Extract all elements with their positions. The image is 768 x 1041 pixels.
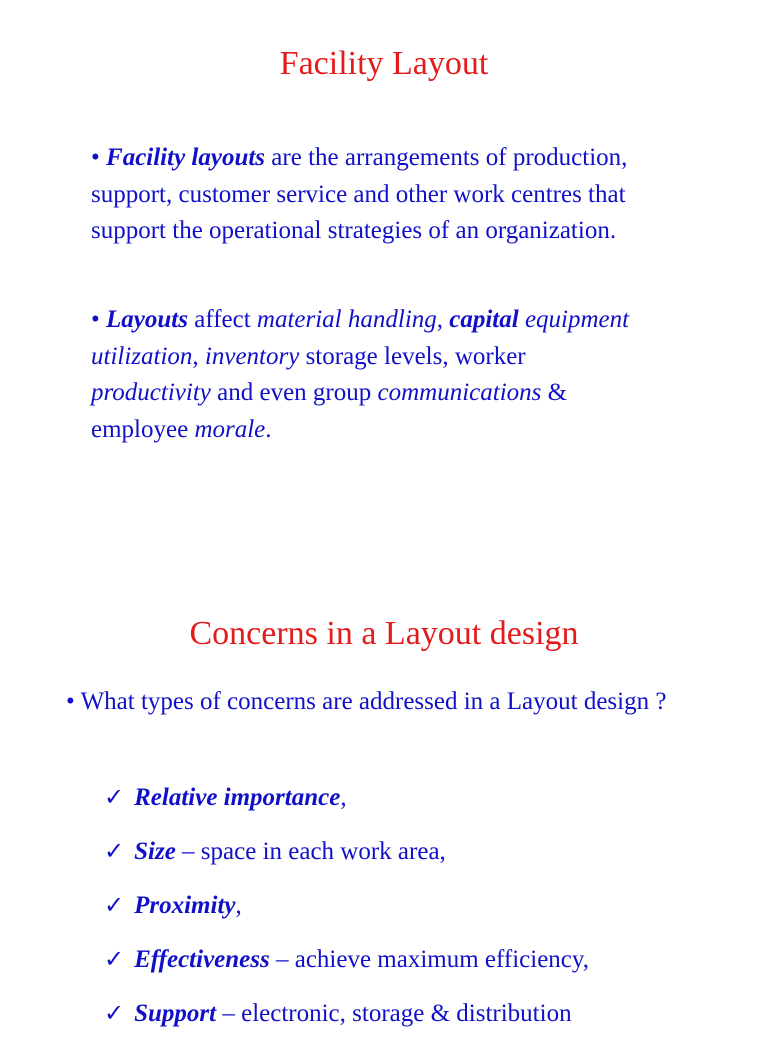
term-capital: capital — [449, 306, 519, 333]
checkmark-icon: ✓ — [104, 837, 125, 865]
checkmark-icon: ✓ — [104, 945, 125, 973]
checkmark-icon: ✓ — [104, 891, 125, 919]
slide-title-concerns: Concerns in a Layout design — [189, 615, 579, 652]
italic-communications: communications — [377, 379, 542, 406]
bullet-facility-layouts — [91, 140, 661, 250]
concern-desc: , — [340, 784, 347, 811]
concern-desc: – space in each work area, — [175, 838, 446, 865]
concern-desc: – electronic, storage & distribution — [216, 1000, 572, 1027]
concerns-question-text: What types of concerns are addressed in a Layout design ? — [74, 688, 667, 715]
checkmark-icon: ✓ — [104, 783, 125, 811]
concern-term: Effectiveness — [134, 946, 270, 973]
text-segment: and even group — [210, 379, 378, 406]
concerns-checklist — [104, 770, 589, 1040]
bullet-concerns-question — [66, 684, 706, 721]
bullet-text: are the arrangements of production, support, customer service and other work centres that support the operational strategies of an organization. — [91, 144, 628, 244]
text-segment: affect — [187, 306, 257, 333]
concern-item — [104, 770, 589, 824]
checkmark-icon: ✓ — [104, 999, 125, 1027]
text-segment: . — [265, 415, 272, 443]
concern-item — [104, 986, 589, 1040]
concern-desc: , — [235, 892, 242, 919]
concern-term: Proximity — [134, 892, 236, 919]
concern-item — [104, 932, 589, 986]
concern-term: Support — [134, 1000, 217, 1027]
italic-productivity: productivity — [91, 379, 211, 406]
text-segment: & employee — [91, 379, 568, 443]
slide-title-facility-layout: Facility Layout — [279, 45, 489, 82]
italic-material-handling: material handling — [256, 306, 437, 333]
text-segment: storage levels, worker — [299, 342, 526, 370]
bullet-marker: • — [91, 144, 100, 171]
concern-item — [104, 824, 589, 878]
italic-morale: morale — [194, 415, 266, 443]
term-facility-layouts: Facility layouts — [106, 144, 266, 171]
concern-term: Relative importance — [134, 784, 341, 811]
text-segment: , — [192, 342, 205, 370]
italic-equipment-utilization: equipment utilization — [91, 306, 630, 370]
concern-item — [104, 878, 589, 932]
concern-term: Size — [134, 838, 176, 865]
term-layouts: Layouts — [106, 306, 188, 333]
bullet-marker: • — [91, 306, 100, 333]
text-segment: , — [436, 306, 450, 333]
italic-inventory: inventory — [204, 342, 300, 370]
bullet-layouts — [91, 302, 651, 448]
concern-desc: – achieve maximum efficiency, — [269, 946, 590, 973]
bullet-marker: • — [66, 688, 75, 715]
